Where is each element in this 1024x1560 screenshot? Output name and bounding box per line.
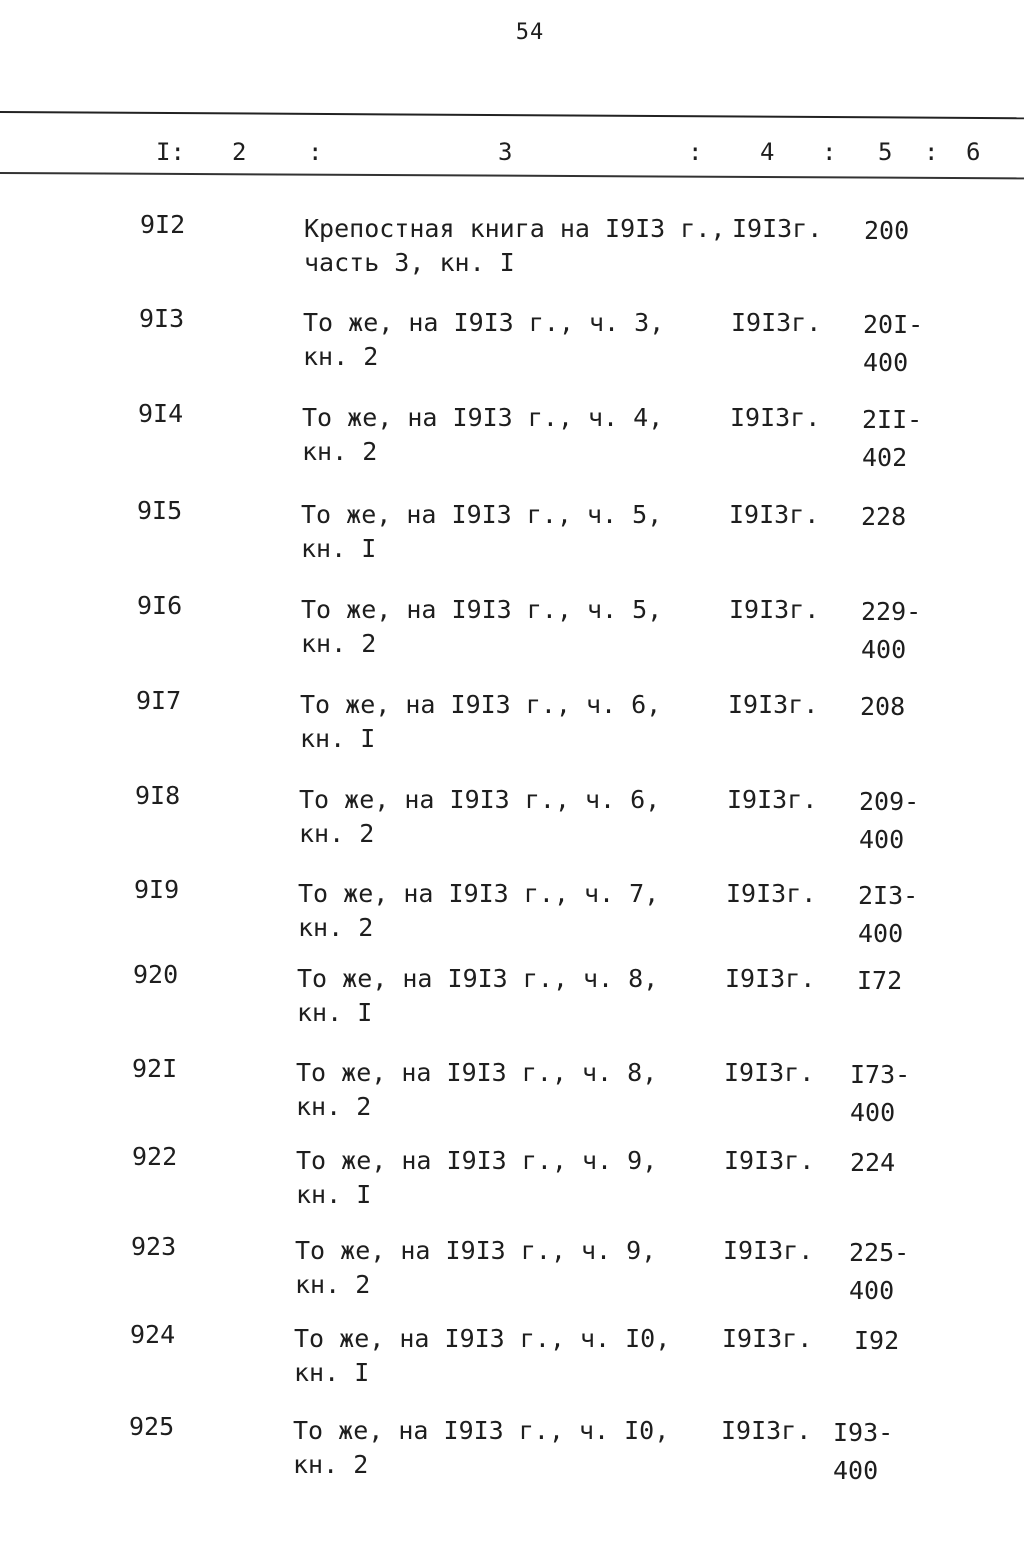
record-title: То же, на I9I3 г., ч. 4, кн. 2 xyxy=(302,403,664,466)
record-number: 920 xyxy=(133,960,179,989)
record-number: 923 xyxy=(131,1232,177,1261)
record-pages: 200 xyxy=(864,216,910,245)
record-number: 92I xyxy=(132,1054,178,1083)
record-title: То же, на I9I3 г., ч. 9, кн. I xyxy=(296,1146,658,1209)
record-title: То же, на I9I3 г., ч. 7, кн. 2 xyxy=(298,879,660,942)
record-number: 9I4 xyxy=(138,399,184,428)
record-pages: I73- 400 xyxy=(850,1060,911,1127)
record-pages: 2II- 402 xyxy=(862,405,923,472)
record-number: 9I9 xyxy=(134,875,180,904)
record-pages: I93- 400 xyxy=(833,1418,894,1485)
record-title: Крепостная книга на I9I3 г., часть 3, кн. I xyxy=(304,214,726,277)
record-date: I9I3г. xyxy=(723,1236,814,1265)
record-date: I9I3г. xyxy=(725,964,816,993)
header-col-3: 3 xyxy=(498,138,513,166)
record-date: I9I3г. xyxy=(721,1416,812,1445)
record-number: 9I5 xyxy=(137,496,183,525)
record-date: I9I3г. xyxy=(726,879,817,908)
record-number: 9I2 xyxy=(140,210,186,239)
header-col-6: 6 xyxy=(966,138,981,166)
record-title: То же, на I9I3 г., ч. I0, кн. 2 xyxy=(293,1416,670,1479)
header-col-5: 5 xyxy=(878,138,893,166)
page-number: 54 xyxy=(515,20,545,45)
header-separator: : xyxy=(822,138,837,166)
record-date: I9I3г. xyxy=(729,595,820,624)
record-number: 9I8 xyxy=(135,781,181,810)
header-col-1: I: xyxy=(156,138,185,166)
record-title: То же, на I9I3 г., ч. 8, кн. I xyxy=(297,964,659,1027)
record-title: То же, на I9I3 г., ч. 6, кн. 2 xyxy=(299,785,661,848)
record-pages: I72 xyxy=(857,966,903,995)
record-number: 9I6 xyxy=(137,591,183,620)
record-pages: I92 xyxy=(854,1326,900,1355)
record-pages: 2I3- 400 xyxy=(858,881,919,948)
record-title: То же, на I9I3 г., ч. I0, кн. I xyxy=(294,1324,671,1387)
record-number: 925 xyxy=(129,1412,175,1441)
header-separator: : xyxy=(308,138,323,166)
record-pages: 209- 400 xyxy=(859,787,920,854)
record-pages: 228 xyxy=(861,502,907,531)
header-separator: : xyxy=(924,138,939,166)
record-number: 9I7 xyxy=(136,686,182,715)
record-title: То же, на I9I3 г., ч. 9, кн. 2 xyxy=(295,1236,657,1299)
record-date: I9I3г. xyxy=(729,500,820,529)
record-number: 922 xyxy=(132,1142,178,1171)
header-col-4: 4 xyxy=(760,138,775,166)
record-date: I9I3г. xyxy=(731,308,822,337)
header-col-2: 2 xyxy=(232,138,247,166)
record-pages: 229- 400 xyxy=(861,597,922,664)
record-pages: 208 xyxy=(860,692,906,721)
record-title: То же, на I9I3 г., ч. 6, кн. I xyxy=(300,690,662,753)
record-pages: 225- 400 xyxy=(849,1238,910,1305)
record-date: I9I3г. xyxy=(728,690,819,719)
record-date: I9I3г. xyxy=(730,403,821,432)
record-title: То же, на I9I3 г., ч. 8, кн. 2 xyxy=(296,1058,658,1121)
record-date: I9I3г. xyxy=(727,785,818,814)
record-date: I9I3г. xyxy=(724,1146,815,1175)
record-date: I9I3г. xyxy=(732,214,823,243)
record-number: 9I3 xyxy=(139,304,185,333)
header-separator: : xyxy=(688,138,703,166)
record-title: То же, на I9I3 г., ч. 3, кн. 2 xyxy=(303,308,665,371)
record-title: То же, на I9I3 г., ч. 5, кн. 2 xyxy=(301,595,663,658)
record-pages: 20I- 400 xyxy=(863,310,924,377)
record-date: I9I3г. xyxy=(724,1058,815,1087)
record-number: 924 xyxy=(130,1320,176,1349)
record-title: То же, на I9I3 г., ч. 5, кн. I xyxy=(301,500,663,563)
record-pages: 224 xyxy=(850,1148,896,1177)
record-date: I9I3г. xyxy=(722,1324,813,1353)
